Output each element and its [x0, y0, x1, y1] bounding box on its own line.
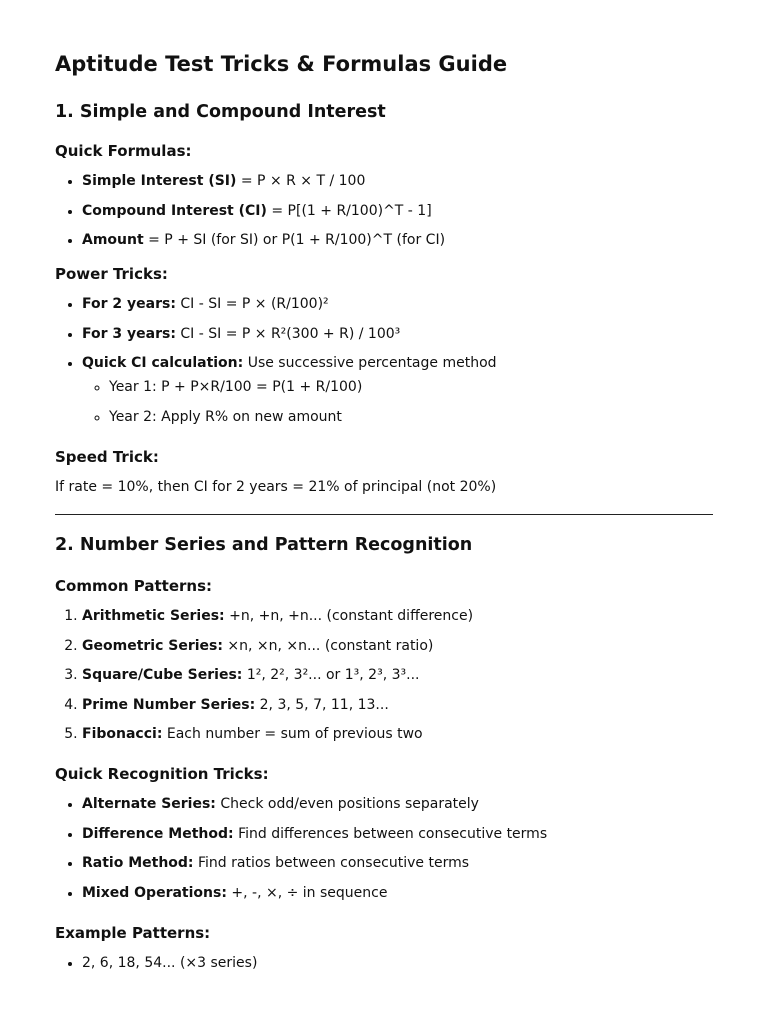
item-text: = P[(1 + R/100)^T - 1] [266, 202, 432, 219]
list-item [82, 694, 713, 716]
item-label: Square/Cube Series: [82, 667, 243, 683]
subheading-recognition-tricks: Quick Recognition Tricks: [55, 765, 269, 783]
page-title: Aptitude Test Tricks & Formulas Guide [55, 52, 508, 76]
list-item [82, 793, 713, 815]
list-item [82, 200, 713, 222]
item-text: Use successive percentage method [243, 355, 497, 371]
item-label: For 3 years: [82, 325, 176, 342]
item-text: Find differences between consecutive terms [233, 825, 548, 842]
list-item [82, 229, 713, 251]
list-item [82, 293, 713, 315]
section-heading: 2. Number Series and Pattern Recognition [55, 535, 473, 555]
list-item [82, 723, 713, 745]
item-text: ×n, ×n, ×n... (constant ratio) [222, 637, 434, 654]
item-text: Find ratios between consecutive terms [193, 855, 470, 871]
sub-list [82, 376, 713, 428]
item-label: Quick CI calculation: [82, 355, 244, 371]
subheading-common-patterns: Common Patterns: [55, 577, 213, 595]
item-label: For 2 years: [82, 296, 176, 312]
subheading-example-patterns: Example Patterns: [55, 923, 211, 942]
section-divider [55, 514, 713, 515]
list-item [82, 635, 713, 657]
list-item [82, 352, 713, 428]
item-text: CI - SI = P × R²(300 + R) / 100³ [175, 325, 401, 342]
power-tricks-list [55, 293, 713, 428]
item-label: Alternate Series: [82, 796, 216, 812]
section-heading: 1. Simple and Compound Interest [55, 102, 386, 122]
item-label: Prime Number Series: [82, 696, 256, 713]
section-number-series [55, 533, 713, 974]
speed-trick-text: If rate = 10%, then CI for 2 years = 21% of principal (not 20%) [55, 479, 497, 495]
item-label: Difference Method: [82, 825, 234, 842]
list-item [82, 882, 713, 904]
subheading-speed-trick: Speed Trick: [55, 448, 159, 466]
section-interest [55, 100, 713, 498]
item-label: Simple Interest (SI) [82, 173, 237, 189]
item-text: 1², 2², 3²... or 1³, 2³, 3³... [242, 667, 420, 683]
item-label: Amount [82, 232, 144, 248]
item-label: Arithmetic Series: [82, 608, 225, 624]
subheading-power-tricks: Power Tricks: [55, 265, 168, 283]
list-item [82, 852, 713, 874]
item-text: Each number = sum of previous two [162, 726, 423, 742]
quick-formulas-list [55, 170, 713, 251]
list-item: • 2, 6, 18, 54... (×3 series) [82, 952, 713, 974]
recognition-tricks-list [55, 793, 713, 904]
item-text: = P × R × T / 100 [236, 173, 366, 189]
sub-list-item: ◦ Year 2: Apply R% on new amount [109, 406, 713, 428]
example-patterns-list [55, 952, 713, 974]
item-label: Ratio Method: [82, 855, 194, 871]
item-text: = P + SI (for SI) or P(1 + R/100)^T (for CI) [143, 232, 446, 248]
item-label: Fibonacci: [82, 726, 163, 742]
list-item [82, 170, 713, 192]
item-text: CI - SI = P × (R/100)² [175, 296, 329, 312]
item-text: +n, +n, +n... (constant difference) [224, 608, 474, 624]
item-label: Compound Interest (CI) [82, 202, 267, 219]
sub-list-item: ◦ Year 1: P + P×R/100 = P(1 + R/100) [109, 376, 713, 398]
item-text: +, -, ×, ÷ in sequence [226, 884, 388, 901]
list-item [82, 323, 713, 345]
item-label: Mixed Operations: [82, 884, 227, 901]
subheading-quick-formulas: Quick Formulas: [55, 142, 192, 160]
list-item [82, 605, 713, 627]
list-item [82, 664, 713, 686]
common-patterns-list [55, 605, 713, 745]
item-label: Geometric Series: [82, 637, 223, 654]
list-item [82, 823, 713, 845]
item-text: 2, 3, 5, 7, 11, 13... [255, 696, 389, 713]
item-text: Check odd/even positions separately [215, 796, 479, 812]
